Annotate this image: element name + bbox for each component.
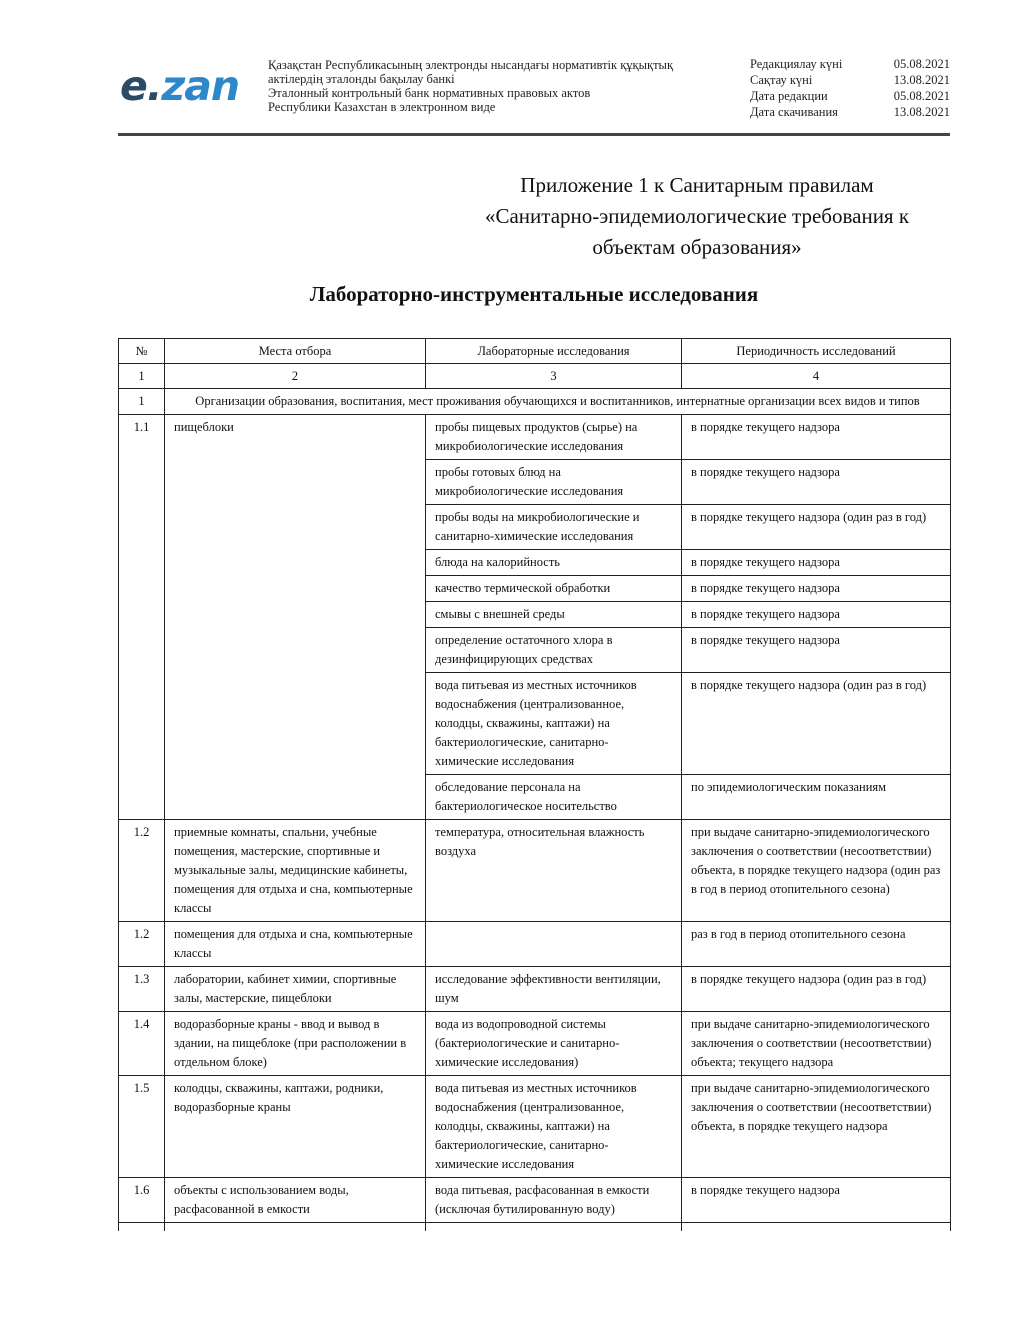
date-row (750, 56, 950, 72)
lab-cell: температура, относительная влажность воздуха (426, 820, 682, 922)
place-cell: помещения для отдыха и сна, компьютерные классы (165, 922, 426, 967)
registry-line: Қазақстан Республикасының электронды нысандағы нормативтік құқықтық (268, 58, 674, 72)
edition-dates (750, 56, 950, 120)
lab-cell: обследование персонала на бактериологическое носительство (426, 775, 682, 820)
continuation-cell (682, 1223, 951, 1231)
period-cell: в порядке текущего надзора (682, 550, 951, 576)
lab-cell: качество термической обработки (426, 576, 682, 602)
lab-cell: определение остаточного хлора в дезинфицирующих средствах (426, 628, 682, 673)
header-cell-lab: Лабораторные исследования (426, 339, 682, 364)
row-number: 1.1 (119, 415, 165, 820)
period-cell: в порядке текущего надзора (682, 628, 951, 673)
header-cell-number: № (119, 339, 165, 364)
place-cell: колодцы, скважины, каптажи, родники, водоразборные краны (165, 1076, 426, 1178)
lab-cell: вода питьевая, расфасованная в емкости (исключая бутилированную воду) (426, 1178, 682, 1223)
table-row (119, 415, 951, 460)
registry-line: актілердің эталонды бақылау банкі (268, 72, 455, 86)
date-value: 05.08.2021 (893, 89, 950, 103)
date-row (750, 88, 950, 104)
date-label: Дата скачивания (750, 105, 838, 119)
date-label: Дата редакции (750, 89, 828, 103)
place-cell: лаборатории, кабинет химии, спортивные залы, мастерские, пищеблоки (165, 967, 426, 1012)
section-title: Организации образования, воспитания, мест проживания обучающихся и воспитанников, интернатные организации всех видов и типов (165, 389, 951, 415)
period-cell: при выдаче санитарно-эпидемиологического заключения о соответствии (несоответствии) объекта, в порядке текущего надзора (один раз в год в период отопительного сезона) (682, 820, 951, 922)
period-cell: по эпидемиологическим показаниям (682, 775, 951, 820)
place-cell: пищеблоки (165, 415, 426, 820)
date-row (750, 72, 950, 88)
lab-cell: вода питьевая из местных источников водоснабжения (централизованное, колодцы, скважины, каптажи) на бактериологические, санитарно-химические исследования (426, 1076, 682, 1178)
period-cell: в порядке текущего надзора (682, 415, 951, 460)
lab-cell: пробы готовых блюд на микробиологические исследования (426, 460, 682, 505)
appendix-line: Приложение 1 к Санитарным правилам (520, 173, 874, 197)
lab-cell: блюда на калорийность (426, 550, 682, 576)
place-cell: приемные комнаты, спальни, учебные помещения, мастерские, спортивные и музыкальные залы, медицинские кабинеты, помещения для отдыха и сна, компьютерные классы (165, 820, 426, 922)
period-cell: при выдаче санитарно-эпидемиологического заключения о соответствии (несоответствии) объекта, в порядке текущего надзора (682, 1076, 951, 1178)
continuation-cell (426, 1223, 682, 1231)
table-row (119, 922, 951, 967)
table-row (119, 1076, 951, 1178)
registry-line: Республики Казахстан в электронном виде (268, 100, 496, 114)
section-row (119, 389, 951, 415)
page-header (118, 54, 950, 136)
lab-cell: смывы с внешней среды (426, 602, 682, 628)
period-cell: в порядке текущего надзора (682, 460, 951, 505)
registry-line: Эталонный контрольный банк нормативных правовых актов (268, 86, 591, 100)
table-continuation-row (119, 1223, 951, 1231)
period-cell: раз в год в период отопительного сезона (682, 922, 951, 967)
table-row (119, 1012, 951, 1076)
place-cell: объекты с использованием воды, расфасованной в емкости (165, 1178, 426, 1223)
section-number: 1 (119, 389, 165, 415)
column-number: 4 (682, 364, 951, 389)
header-cell-place: Места отбора (165, 339, 426, 364)
row-number: 1.5 (119, 1076, 165, 1178)
table-header-row (119, 339, 951, 364)
date-value: 13.08.2021 (893, 73, 950, 87)
period-cell: в порядке текущего надзора (один раз в год) (682, 967, 951, 1012)
date-label: Редакциялау күні (750, 57, 843, 71)
lab-cell: вода из водопроводной системы (бактериологические и санитарно-химические исследования) (426, 1012, 682, 1076)
period-cell: в порядке текущего надзора (682, 602, 951, 628)
lab-cell: пробы воды на микробиологические и санитарно-химические исследования (426, 505, 682, 550)
period-cell: в порядке текущего надзора (один раз в год) (682, 505, 951, 550)
lab-cell: вода питьевая из местных источников водоснабжения (централизованное, колодцы, скважины, каптажи) на бактериологические, санитарно-химические исследования (426, 673, 682, 775)
registry-description (268, 58, 673, 114)
appendix-line: «Санитарно-эпидемиологические требования к (484, 204, 910, 228)
date-value: 13.08.2021 (893, 105, 950, 119)
ezan-logo (120, 62, 240, 110)
appendix-line: объектам образования» (592, 235, 802, 259)
period-cell: при выдаче санитарно-эпидемиологического заключения о соответствии (несоответствии) объекта; текущего надзора (682, 1012, 951, 1076)
row-number: 1.3 (119, 967, 165, 1012)
place-cell: водоразборные краны - ввод и вывод в здании, на пищеблоке (при расположении в отдельном блоке) (165, 1012, 426, 1076)
logo-zan: zan (161, 62, 240, 110)
period-cell: в порядке текущего надзора (682, 1178, 951, 1223)
date-value: 05.08.2021 (893, 57, 950, 71)
lab-cell: пробы пищевых продуктов (сырье) на микробиологические исследования (426, 415, 682, 460)
row-number: 1.6 (119, 1178, 165, 1223)
period-cell: в порядке текущего надзора (682, 576, 951, 602)
period-cell: в порядке текущего надзора (один раз в год) (682, 673, 951, 775)
column-number: 2 (165, 364, 426, 389)
logo-e: e (120, 62, 147, 110)
logo-dot: . (146, 62, 162, 110)
row-number: 1.4 (119, 1012, 165, 1076)
continuation-cell (119, 1223, 165, 1231)
lab-cell (426, 922, 682, 967)
row-number: 1.2 (119, 820, 165, 922)
table-row (119, 820, 951, 922)
row-number: 1.2 (119, 922, 165, 967)
date-label: Сақтау күні (750, 73, 813, 87)
lab-cell: исследование эффективности вентиляции, шум (426, 967, 682, 1012)
table-row (119, 1178, 951, 1223)
continuation-cell (165, 1223, 426, 1231)
research-table (118, 338, 951, 1231)
column-number: 3 (426, 364, 682, 389)
date-row (750, 104, 950, 120)
header-cell-period: Периодичность исследований (682, 339, 951, 364)
column-number-row (119, 364, 951, 389)
document-title: Лабораторно-инструментальные исследования (309, 282, 759, 306)
table-row (119, 967, 951, 1012)
column-number: 1 (119, 364, 165, 389)
appendix-heading (440, 170, 954, 263)
